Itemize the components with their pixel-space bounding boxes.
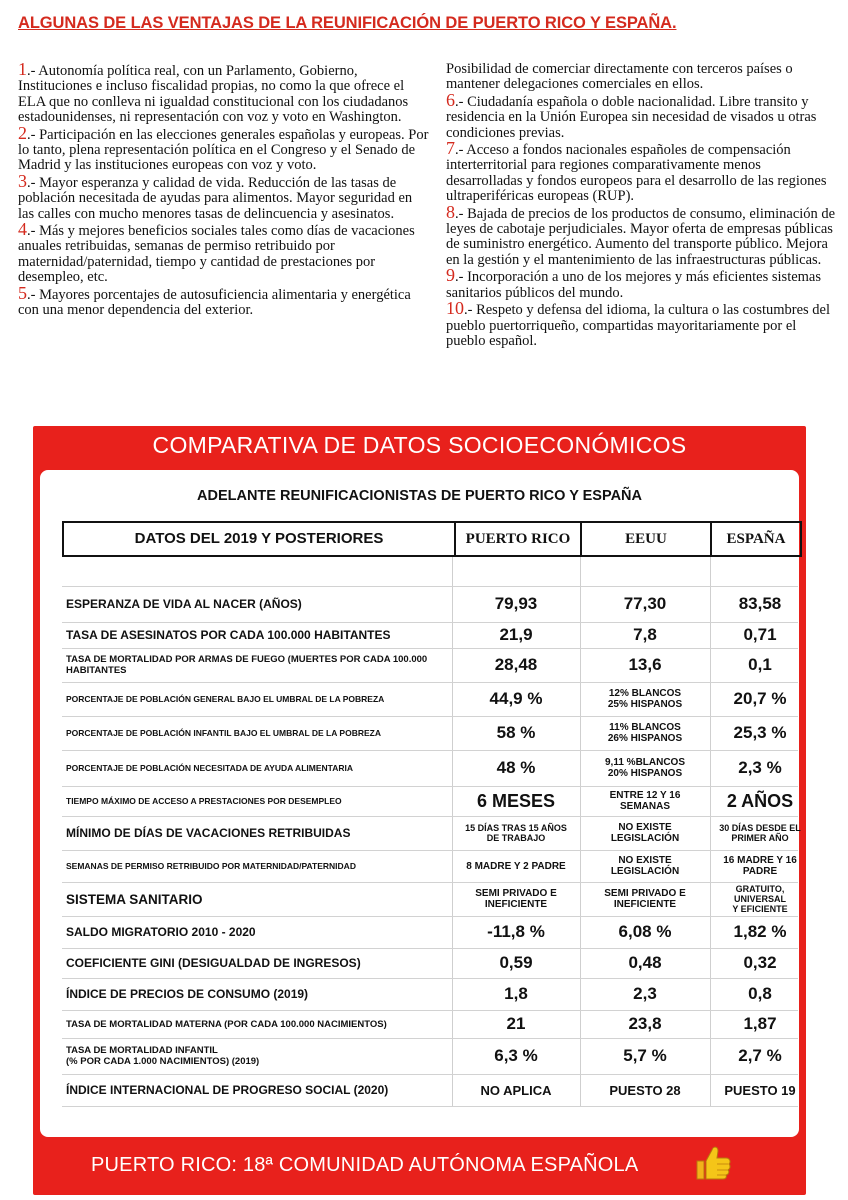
value-espana: 30 DÍAS DESDE EL PRIMER AÑO	[719, 823, 801, 843]
benefit-number: 3	[18, 170, 27, 191]
benefit-item-3	[18, 170, 430, 222]
benefit-number: 2	[18, 122, 27, 143]
benefits-column-left	[18, 59, 430, 319]
benefit-text: .- Ciudadanía española o doble nacionalidad. Libre transito y residencia en la Unión Europea sin necesidad de visados u otras condiciones previas.	[446, 93, 817, 141]
value-puerto-rico: 58 %	[496, 723, 536, 742]
panel-title: COMPARATIVA DE DATOS SOCIOECONÓMICOS	[152, 432, 687, 458]
row-label: PORCENTAJE DE POBLACIÓN GENERAL BAJO EL UMBRAL DE LA POBREZA	[66, 693, 385, 704]
value-espana: GRATUITO, UNIVERSAL Y EFICIENTE	[732, 884, 788, 914]
value-espana: 25,3 %	[733, 723, 787, 742]
value-eeuu: SEMI PRIVADO E INEFICIENTE	[604, 888, 686, 910]
benefit-number: 4	[18, 219, 27, 240]
table-header	[62, 521, 802, 557]
value-puerto-rico: 0,59	[499, 953, 533, 972]
row-label: SALDO MIGRATORIO 2010 - 2020	[66, 924, 256, 939]
benefit-text: .- Más y mejores beneficios sociales tales como días de vacaciones anuales retribuidas, semanas de permiso retribuido por maternidad/paternidad, tiempo y cantidad de prestaciones por desempleo, etc.	[18, 223, 415, 286]
benefit-text: .- Incorporación a uno de los mejores y más eficientes sistemas sanitarios públicos del mundo.	[446, 269, 822, 301]
value-eeuu: 2,3	[633, 984, 657, 1003]
value-eeuu: 5,7 %	[623, 1046, 667, 1065]
value-espana: 0,8	[748, 984, 772, 1003]
table-row	[62, 1074, 798, 1107]
value-espana: 1,82 %	[733, 922, 787, 941]
benefit-item-1	[18, 59, 430, 126]
value-espana: 0,71	[743, 625, 777, 644]
benefit-number: 10	[446, 298, 464, 319]
comparison-card	[40, 470, 799, 1137]
table-row	[62, 716, 798, 751]
benefit-item-9	[446, 265, 836, 301]
value-eeuu: 6,08 %	[618, 922, 672, 941]
benefit-item-10	[446, 298, 836, 349]
value-espana: 0,1	[748, 655, 772, 674]
value-eeuu: NO EXISTE LEGISLACIÓN	[610, 855, 680, 877]
row-label: PORCENTAJE DE POBLACIÓN NECESITADA DE AYUDA ALIMENTARIA	[66, 762, 353, 773]
table-row	[62, 682, 798, 717]
thumbs-up-icon	[693, 1141, 733, 1183]
table-row	[62, 882, 798, 917]
benefit-item-7	[446, 138, 836, 205]
table-row	[62, 1038, 798, 1075]
value-puerto-rico: SEMI PRIVADO E INEFICIENTE	[475, 888, 557, 910]
table-row	[62, 786, 798, 817]
benefit-item-4	[18, 219, 430, 286]
value-puerto-rico: 28,48	[494, 655, 538, 674]
benefit-number: 6	[446, 89, 455, 110]
benefit-number: 1	[18, 59, 27, 79]
value-espana: 2 AÑOS	[726, 790, 794, 811]
page-title: ALGUNAS DE LAS VENTAJAS DE LA REUNIFICACIÓN DE PUERTO RICO Y ESPAÑA.	[18, 14, 677, 32]
panel-footer: PUERTO RICO: 18ª COMUNIDAD AUTÓNOMA ESPAÑOLA	[91, 1154, 639, 1176]
value-puerto-rico: 79,93	[494, 594, 538, 613]
value-espana: 2,3 %	[738, 758, 782, 777]
value-puerto-rico: 6 MESES	[476, 790, 556, 811]
header-puerto-rico: PUERTO RICO	[454, 523, 582, 555]
table-row	[62, 648, 798, 683]
value-eeuu: ENTRE 12 Y 16 SEMANAS	[609, 790, 681, 812]
value-espana: PUESTO 19	[724, 1082, 796, 1098]
value-espana: 0,32	[743, 953, 777, 972]
table-row	[62, 916, 798, 949]
value-puerto-rico: 21	[506, 1014, 526, 1033]
benefit-number: 5	[18, 282, 27, 303]
value-puerto-rico: 1,8	[504, 984, 528, 1003]
value-espana: 16 MADRE Y 16 PADRE	[723, 855, 797, 877]
benefit-text: .- Mayor esperanza y calidad de vida. Reducción de las tasas de población necesitada de ayudas para alimentos. Mayor seguridad en las calles con mucho menores tasas de delincuencia y asesinatos.	[18, 174, 413, 222]
value-espana	[710, 557, 810, 586]
row-label	[62, 557, 450, 586]
benefit-intro: Posibilidad de comerciar directamente con terceros países o mantener delegaciones comerciales en ellos.	[446, 61, 793, 93]
table-row	[62, 557, 798, 587]
benefit-text: .- Mayores porcentajes de autosuficiencia alimentaria y energética con una menor dependencia del exterior.	[18, 286, 411, 319]
value-puerto-rico: 21,9	[499, 625, 533, 644]
value-puerto-rico: -11,8 %	[487, 922, 545, 941]
value-eeuu: 9,11 %BLANCOS 20% HISPANOS	[604, 757, 686, 779]
value-puerto-rico: NO APLICA	[480, 1082, 552, 1098]
benefit-item-6	[446, 89, 836, 141]
header-espana: ESPAÑA	[726, 531, 786, 547]
comparison-panel	[33, 426, 806, 1195]
table-row	[62, 978, 798, 1011]
table-row	[62, 948, 798, 979]
benefit-item-5	[18, 282, 430, 319]
row-label: COEFICIENTE GINI (DESIGUALDAD DE INGRESOS)	[66, 955, 361, 970]
benefit-item-2	[18, 122, 430, 174]
value-eeuu: 12% BLANCOS 25% HISPANOS	[607, 688, 683, 710]
row-label: SEMANAS DE PERMISO RETRIBUIDO POR MATERNIDAD/PATERNIDAD	[66, 860, 356, 871]
value-eeuu: 0,48	[628, 953, 662, 972]
table-row	[62, 816, 801, 851]
benefit-number: 8	[446, 201, 455, 222]
table-row	[62, 750, 798, 787]
benefit-text: .- Acceso a fondos nacionales españoles de compensación interterritorial para regiones comparativamente menos desarrolladas y fondos europeos para el desarrollo de las regiones ultraperiféricas europeas (RUP).	[446, 142, 827, 205]
benefit-text: .- Bajada de precios de los productos de consumo, eliminación de leyes de cabotaje perjudiciales. Mayor oferta de empresas públicas de suministro energético. Aumento del transporte público. Mejora en la gestión y el mantenimiento de las infraestructuras públicas.	[446, 205, 836, 268]
value-eeuu: NO EXISTE LEGISLACIÓN	[610, 822, 680, 844]
value-eeuu: 13,6	[628, 655, 662, 674]
benefit-item-8	[446, 201, 836, 269]
benefits-column-right	[446, 62, 836, 349]
row-label: PORCENTAJE DE POBLACIÓN INFANTIL BAJO EL UMBRAL DE LA POBREZA	[66, 727, 381, 738]
value-espana: 20,7 %	[733, 689, 787, 708]
value-puerto-rico	[452, 557, 580, 586]
row-label: ÍNDICE INTERNACIONAL DE PROGRESO SOCIAL (2020)	[66, 1082, 389, 1097]
value-espana: 1,87	[743, 1014, 777, 1033]
value-puerto-rico: 6,3 %	[494, 1046, 538, 1065]
row-label: TASA DE ASESINATOS POR CADA 100.000 HABITANTES	[66, 627, 391, 642]
row-label: MÍNIMO DE DÍAS DE VACACIONES RETRIBUIDAS	[66, 825, 351, 840]
value-espana: 2,7 %	[738, 1046, 782, 1065]
value-puerto-rico: 44,9 %	[489, 689, 543, 708]
value-puerto-rico: 8 MADRE Y 2 PADRE	[466, 860, 566, 872]
benefit-number: 7	[446, 138, 455, 159]
row-label: ÍNDICE DE PRECIOS DE CONSUMO (2019)	[66, 986, 309, 1001]
value-puerto-rico: 15 DÍAS TRAS 15 AÑOS DE TRABAJO	[465, 823, 567, 843]
value-eeuu: 77,30	[623, 594, 667, 613]
table-row	[62, 850, 798, 883]
table-row	[62, 1010, 798, 1039]
benefit-text: .- Participación en las elecciones generales españolas y europeas. Por lo tanto, plena representación política en el Congreso y el Senado de Madrid y las instituciones europeas con voz y voto.	[18, 126, 429, 174]
benefit-number: 9	[446, 265, 455, 286]
row-label: TASA DE MORTALIDAD MATERNA (POR CADA 100.000 NACIMIENTOS)	[66, 1018, 387, 1030]
row-label: ESPERANZA DE VIDA AL NACER (AÑOS)	[66, 596, 302, 611]
header-eeuu: EEUU	[582, 523, 712, 555]
value-eeuu	[580, 557, 710, 586]
value-puerto-rico: 48 %	[496, 758, 536, 777]
value-eeuu: PUESTO 28	[609, 1082, 681, 1098]
value-eeuu: 23,8	[628, 1014, 662, 1033]
table-row	[62, 586, 798, 623]
value-eeuu: 11% BLANCOS 26% HISPANOS	[607, 722, 683, 744]
row-label: TASA DE MORTALIDAD POR ARMAS DE FUEGO (MUERTES POR CADA 100.000 HABITANTES	[66, 654, 428, 676]
benefit-text: .- Autonomía política real, con un Parlamento, Gobierno, Instituciones e incluso fiscalidad propias, no como la que ofrece el ELA que no conlleva ni igualdad constitucional con los ciudadanos estadounidenses, ni representación con voz y voto en Washington.	[18, 63, 409, 126]
benefit-text: .- Respeto y defensa del idioma, la cultura o las costumbres del pueblo puertorriqueño, compartidas mayoritariamente por el pueblo español.	[446, 302, 831, 349]
row-label: TIEMPO MÁXIMO DE ACCESO A PRESTACIONES POR DESEMPLEO	[66, 795, 342, 806]
table-subtitle: ADELANTE REUNIFICACIONISTAS DE PUERTO RICO Y ESPAÑA	[197, 488, 642, 504]
header-label: DATOS DEL 2019 Y POSTERIORES	[134, 530, 384, 547]
row-label: SISTEMA SANITARIO	[66, 891, 203, 907]
value-espana: 83,58	[738, 594, 782, 613]
table-row	[62, 622, 798, 649]
value-eeuu: 7,8	[633, 625, 657, 644]
row-label: TASA DE MORTALIDAD INFANTIL (% POR CADA 1.000 NACIMIENTOS) (2019)	[66, 1045, 260, 1067]
